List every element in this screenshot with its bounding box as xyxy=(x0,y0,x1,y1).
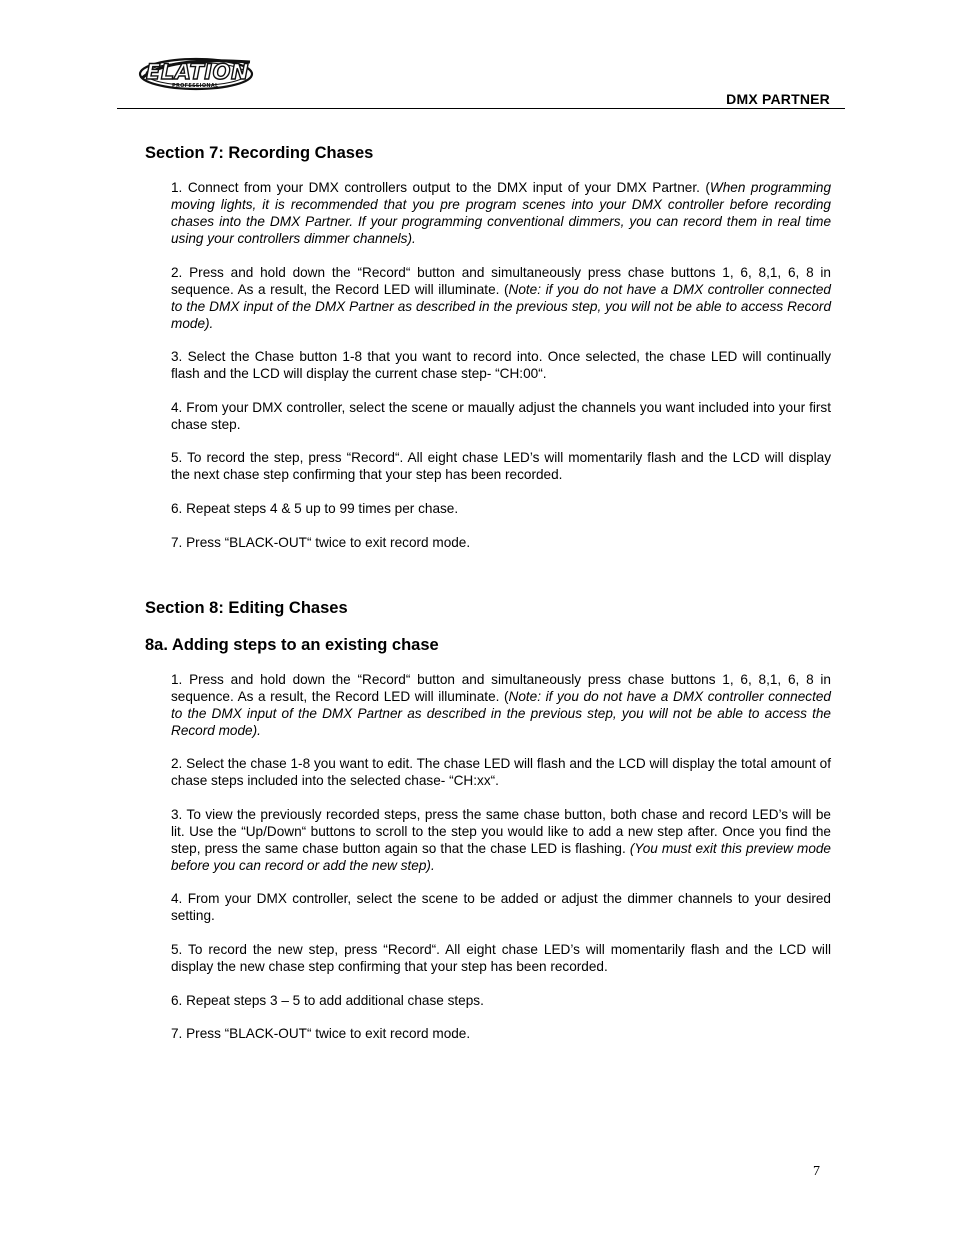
step-text: 7. Press “BLACK-OUT“ twice to exit record mode. xyxy=(171,1026,471,1042)
elation-logo xyxy=(138,48,254,92)
page-number: 7 xyxy=(813,1164,820,1179)
step-text: 3. To view the previously recorded steps, press the same chase button, both chase and record LED’s will be lit. Use the “Up/Down“ buttons to scroll to the step you would like to add a new step after. Once you find the step, press the same chase button again so that the chase LED is flashing. xyxy=(171,806,831,856)
page-content xyxy=(145,143,831,1042)
step-note: When programming moving lights, it is recommended that you pre program scenes into your DMX controller before recording chases into the DMX Partner. If your programming conventional dimmers, you can record them in real time using your controllers dimmer channels). xyxy=(171,180,832,246)
step-text: 5. To record the new step, press “Record“. All eight chase LED’s will momentarily flash and the LCD will display the new chase step confirming that your step has been recorded. xyxy=(171,941,831,974)
svg-text:PROFESSIONAL: PROFESSIONAL xyxy=(172,83,219,89)
step-list xyxy=(171,671,831,1043)
step-text: 4. From your DMX controller, select the scene to be added or adjust the dimmer channels to your desired setting. xyxy=(171,891,831,924)
subsection-8a xyxy=(145,635,831,1043)
step-list xyxy=(171,179,831,551)
step-item xyxy=(171,941,831,975)
section-heading: Section 7: Recording Chases xyxy=(145,144,374,162)
section-8 xyxy=(145,598,831,1043)
step-item xyxy=(171,755,831,789)
step-text: 4. From your DMX controller, select the scene or maually adjust the channels you want included into your first chase step. xyxy=(171,399,831,432)
step-note: Note: if you do not have a DMX controller connected to the DMX input of the DMX Partner as described in the previous step, you will not be able to access Record mode). xyxy=(171,281,831,331)
step-text: 2. Select the chase 1-8 you want to edit. The chase LED will flash and the LCD will display the total amount of chase steps included into the selected chase- “CH:xx“. xyxy=(171,756,831,789)
step-text: 5. To record the step, press “Record“. All eight chase LED’s will momentarily flash and the LCD will display the next chase step confirming that your step has been recorded. xyxy=(171,450,831,483)
step-item xyxy=(171,264,831,332)
header-divider xyxy=(117,108,845,109)
step-text: 1. Press and hold down the “Record“ button and simultaneously press chase buttons 1, 6, 8,1, 6, 8 in sequence. As a result, the Record LED will illuminate. ( xyxy=(171,671,831,704)
step-item xyxy=(171,449,831,483)
step-item xyxy=(171,1025,831,1042)
subsection-heading: 8a. Adding steps to an existing chase xyxy=(145,635,439,654)
step-text: 2. Press and hold down the “Record“ button and simultaneously press chase buttons 1, 6, 8,1, 6, 8 in sequence. As a result, the Record LED will illuminate. ( xyxy=(171,264,831,297)
section-heading: Section 8: Editing Chases xyxy=(145,598,348,617)
step-item xyxy=(171,992,831,1009)
step-item xyxy=(171,671,831,739)
step-item xyxy=(171,399,831,433)
step-note: Note: if you do not have a DMX controller connected to the DMX input of the DMX Partner as described in the previous step, you will not be able to access the Record mode). xyxy=(171,688,831,738)
step-item xyxy=(171,179,831,247)
step-text: 6. Repeat steps 4 & 5 up to 99 times per chase. xyxy=(171,500,459,516)
step-item xyxy=(171,534,831,551)
step-text: 6. Repeat steps 3 – 5 to add additional chase steps. xyxy=(171,992,484,1008)
header-title: DMX PARTNER xyxy=(726,91,830,107)
section-7 xyxy=(145,143,831,551)
step-item xyxy=(171,348,831,382)
step-text: 3. Select the Chase button 1-8 that you want to record into. Once selected, the chase LED will continually flash and the LCD will display the current chase step- “CH:00“. xyxy=(171,349,831,382)
step-text: 1. Connect from your DMX controllers output to the DMX input of your DMX Partner. ( xyxy=(171,180,710,195)
step-item xyxy=(171,890,831,924)
step-note: (You must exit this preview mode before you can record or add the new step). xyxy=(171,840,831,873)
step-item xyxy=(171,806,831,874)
svg-text:ELATION: ELATION xyxy=(146,60,250,84)
step-text: 7. Press “BLACK-OUT“ twice to exit record mode. xyxy=(171,534,471,550)
step-item xyxy=(171,500,831,517)
